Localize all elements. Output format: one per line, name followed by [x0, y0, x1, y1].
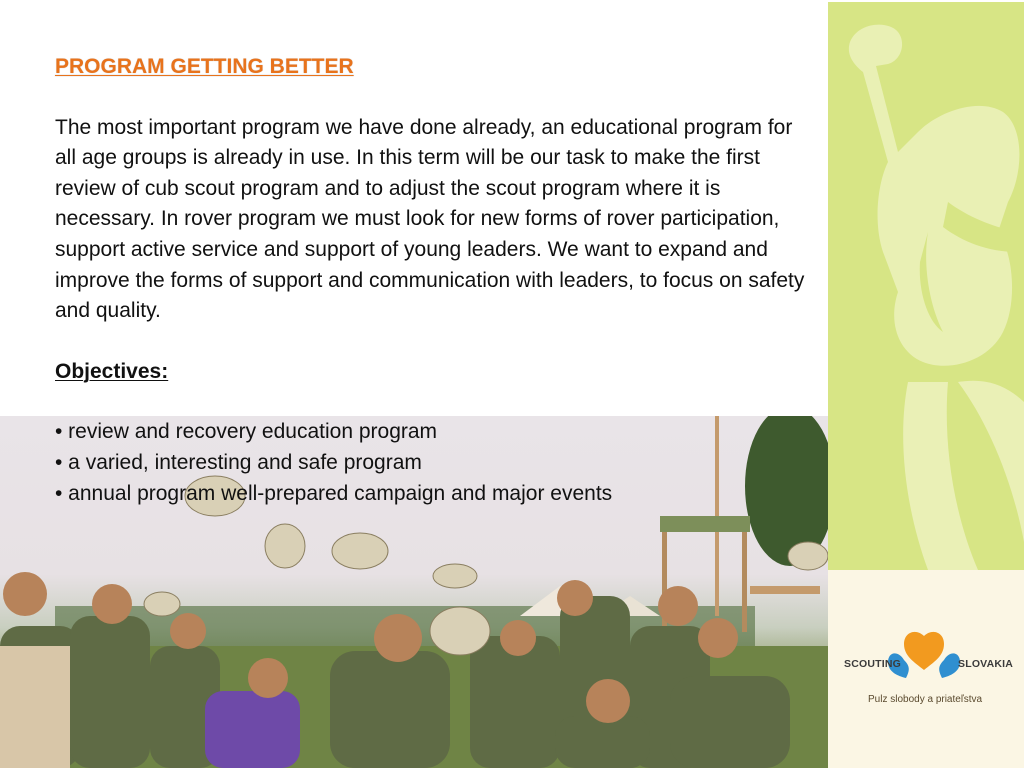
slide-content: [55, 52, 815, 530]
logo-right-word: SLOVAKIA: [958, 658, 1014, 670]
objective-item: • review and recovery education program: [55, 420, 438, 444]
objectives-label: Objectives:: [55, 359, 169, 383]
logo-tagline: Pulz slobody a priateľstva: [868, 694, 983, 705]
logo-left-word: SCOUTING: [844, 658, 902, 670]
program-paragraph: The most important program we have done already, an educational program for all age groups is already in use. In this term will be our task to make the first review of cub scout program and to adjust the scout program where it is necessary. In rover program we must look for new forms of rover participation, support active service and support of young leaders. We want to expand and improve the forms of support and communication with leaders, to focus on safety and quality.: [55, 115, 805, 323]
objectives-list: [55, 417, 815, 509]
objective-item: • annual program well-prepared campaign and major events: [55, 481, 613, 505]
logo-area: [828, 570, 1024, 768]
scout-silhouette-graphic: [828, 2, 1024, 570]
slide-heading: PROGRAM GETTING BETTER: [55, 55, 354, 78]
decorative-side-panel: [828, 2, 1024, 570]
objective-item: • a varied, interesting and safe program: [55, 450, 422, 474]
